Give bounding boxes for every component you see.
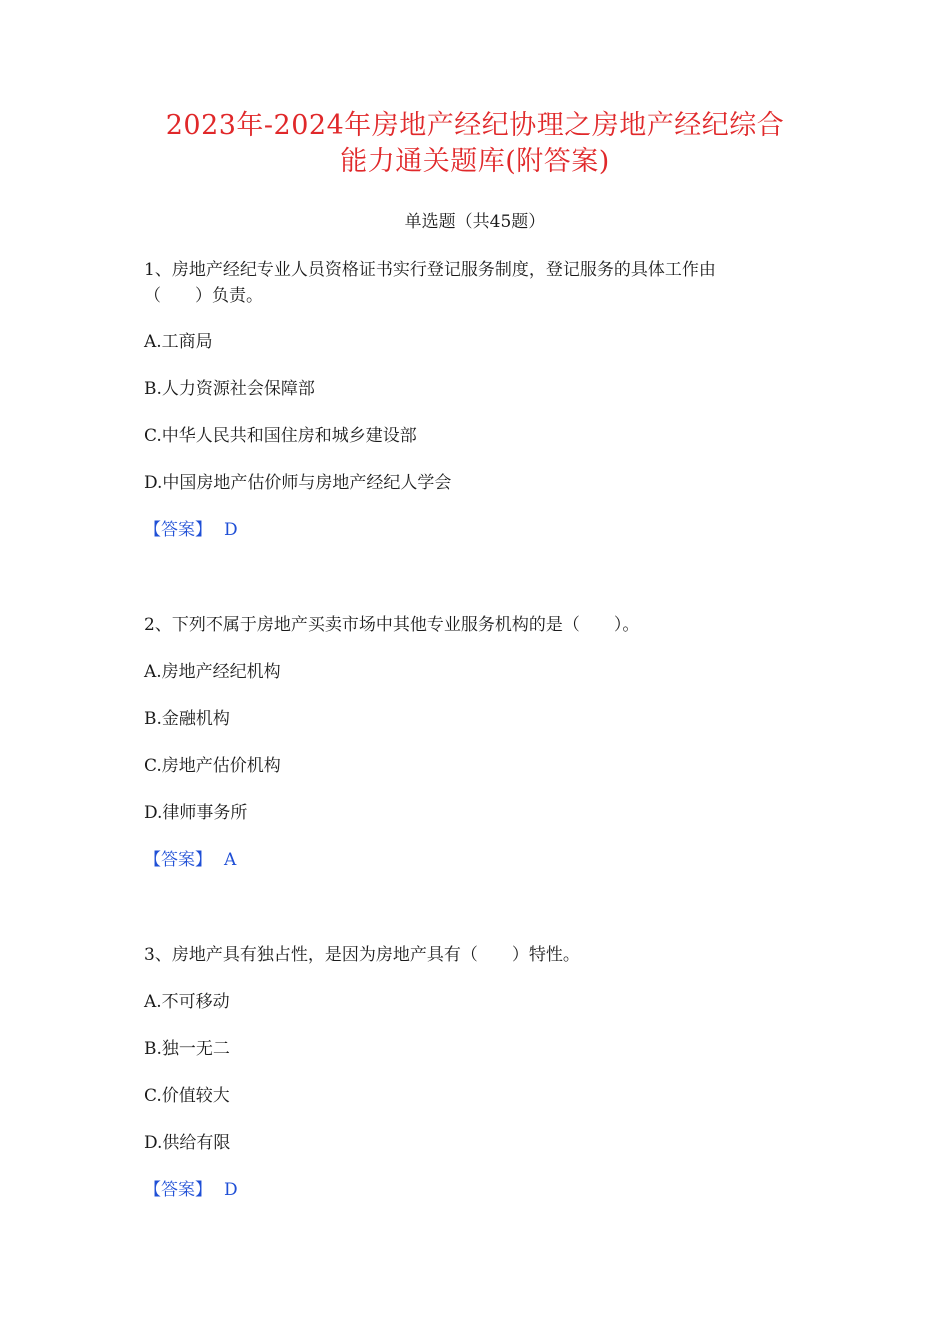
question-2-option-b: B.金融机构 (144, 709, 230, 729)
question-2-answer (144, 848, 236, 872)
question-1-option-c: C.中华人民共和国住房和城乡建设部 (144, 426, 417, 446)
question-3-option-a: A.不可移动 (144, 992, 230, 1012)
question-1-option-a: A.工商局 (144, 332, 213, 352)
document-title-line-2: 能力通关题库(附答案) (340, 146, 610, 177)
answer-label: 【答案】 (144, 850, 212, 870)
answer-value: A (224, 850, 237, 870)
answer-value: D (224, 1180, 238, 1200)
question-3-stem: 3、房地产具有独占性，是因为房地产具有（ ）特性。 (144, 945, 580, 965)
question-3-option-d: D.供给有限 (144, 1133, 231, 1153)
section-heading: 单选题（共45题） (404, 212, 546, 232)
question-1-option-b: B.人力资源社会保障部 (144, 379, 315, 399)
question-3-option-b: B.独一无二 (144, 1039, 230, 1059)
question-3-answer (144, 1178, 238, 1202)
answer-value: D (224, 520, 238, 540)
question-1-stem-continued: （ ）负责。 (144, 286, 263, 306)
answer-label: 【答案】 (144, 520, 212, 540)
question-2-option-a: A.房地产经纪机构 (144, 662, 281, 682)
document-title-line-1: 2023年-2024年房地产经纪协理之房地产经纪综合 (165, 110, 785, 141)
question-2-stem: 2、下列不属于房地产买卖市场中其他专业服务机构的是（ ）。 (144, 615, 640, 635)
question-3-option-c: C.价值较大 (144, 1086, 230, 1106)
answer-label: 【答案】 (144, 1180, 212, 1200)
question-2-option-d: D.律师事务所 (144, 803, 248, 823)
question-2-option-c: C.房地产估价机构 (144, 756, 281, 776)
question-1-option-d: D.中国房地产估价师与房地产经纪人学会 (144, 473, 452, 493)
question-1-answer (144, 518, 238, 542)
question-1-stem: 1、房地产经纪专业人员资格证书实行登记服务制度，登记服务的具体工作由 (144, 260, 716, 280)
